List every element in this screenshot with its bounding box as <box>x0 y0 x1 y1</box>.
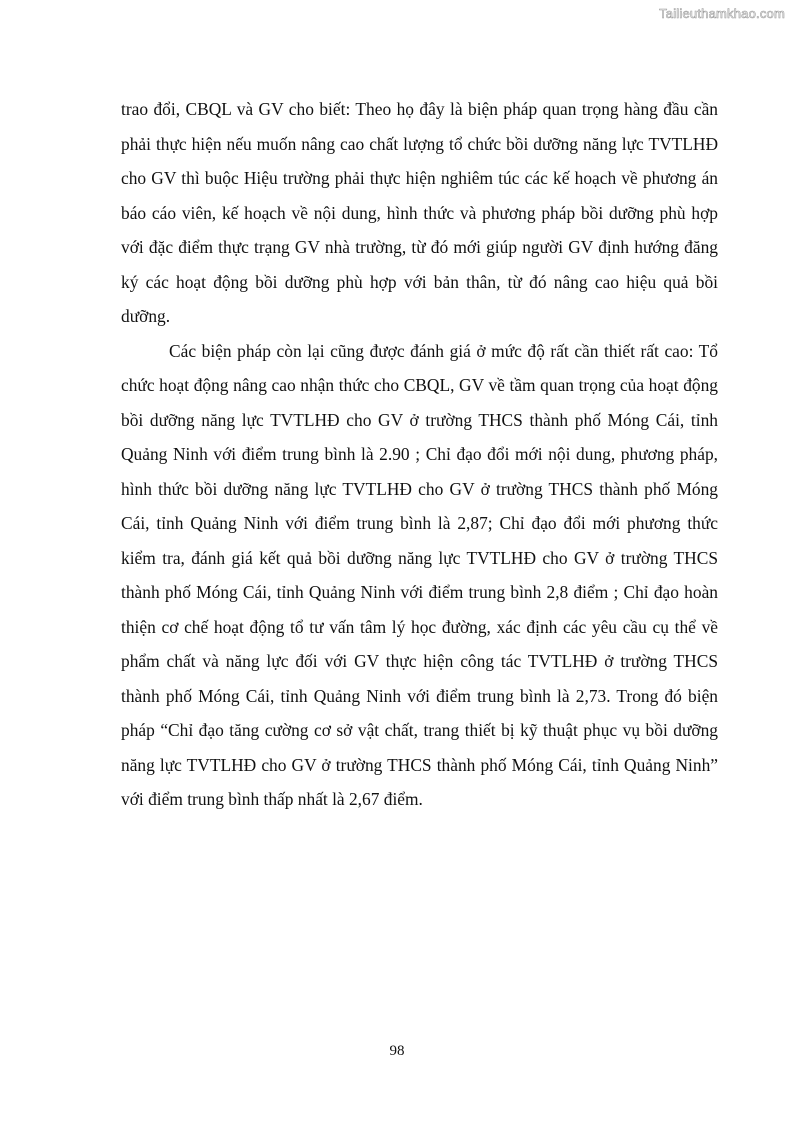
watermark-text: Tailieuthamkhao.com <box>659 6 785 21</box>
document-body <box>121 92 718 817</box>
page-number: 98 <box>389 1043 405 1059</box>
paragraph-continuation: trao đổi, CBQL và GV cho biết: Theo họ đây là biện pháp quan trọng hàng đầu cần phải thực hiện nếu muốn nâng cao chất lượng tổ chức bồi dưỡng năng lực TVTLHĐ cho GV thì buộc Hiệu trường phải thực hiện nghiêm túc các kế hoạch về phương án báo cáo viên, kế hoạch về nội dung, hình thức và phương pháp bồi dưỡng phù hợp với đặc điểm thực trạng GV nhà trường, từ đó mới giúp người GV định hướng đăng ký các hoạt động bồi dưỡng phù hợp với bản thân, từ đó nâng cao hiệu quả bồi dưỡng. <box>121 99 718 326</box>
paragraph-remaining-measures: Các biện pháp còn lại cũng được đánh giá ở mức độ rất cần thiết rất cao: Tổ chức hoạt động nâng cao nhận thức cho CBQL, GV về tầm quan trọng của hoạt động bồi dưỡng năng lực TVTLHĐ cho GV ở trường THCS thành phố Móng Cái, tỉnh Quảng Ninh với điểm trung bình là 2.90 ; Chỉ đạo đổi mới nội dung, phương pháp, hình thức bồi dưỡng năng lực TVTLHĐ cho GV ở trường THCS thành phố Móng Cái, tỉnh Quảng Ninh với điểm trung bình là 2,87; Chỉ đạo đổi mới phương thức kiểm tra, đánh giá kết quả bồi dưỡng năng lực TVTLHĐ cho GV ở trường THCS thành phố Móng Cái, tỉnh Quảng Ninh với điểm trung bình 2,8 điểm ; Chỉ đạo hoàn thiện cơ chế hoạt động tổ tư vấn tâm lý học đường, xác định các yêu cầu cụ thể về phẩm chất và năng lực đối với GV thực hiện công tác TVTLHĐ ở trường THCS thành phố Móng Cái, tỉnh Quảng Ninh với điểm trung bình là 2,73. Trong đó biện pháp “Chỉ đạo tăng cường cơ sở vật chất, trang thiết bị kỹ thuật phục vụ bồi dưỡng năng lực TVTLHĐ cho GV ở trường THCS thành phố Móng Cái, tỉnh Quảng Ninh” với điểm trung bình thấp nhất là 2,67 điểm. <box>121 340 718 809</box>
